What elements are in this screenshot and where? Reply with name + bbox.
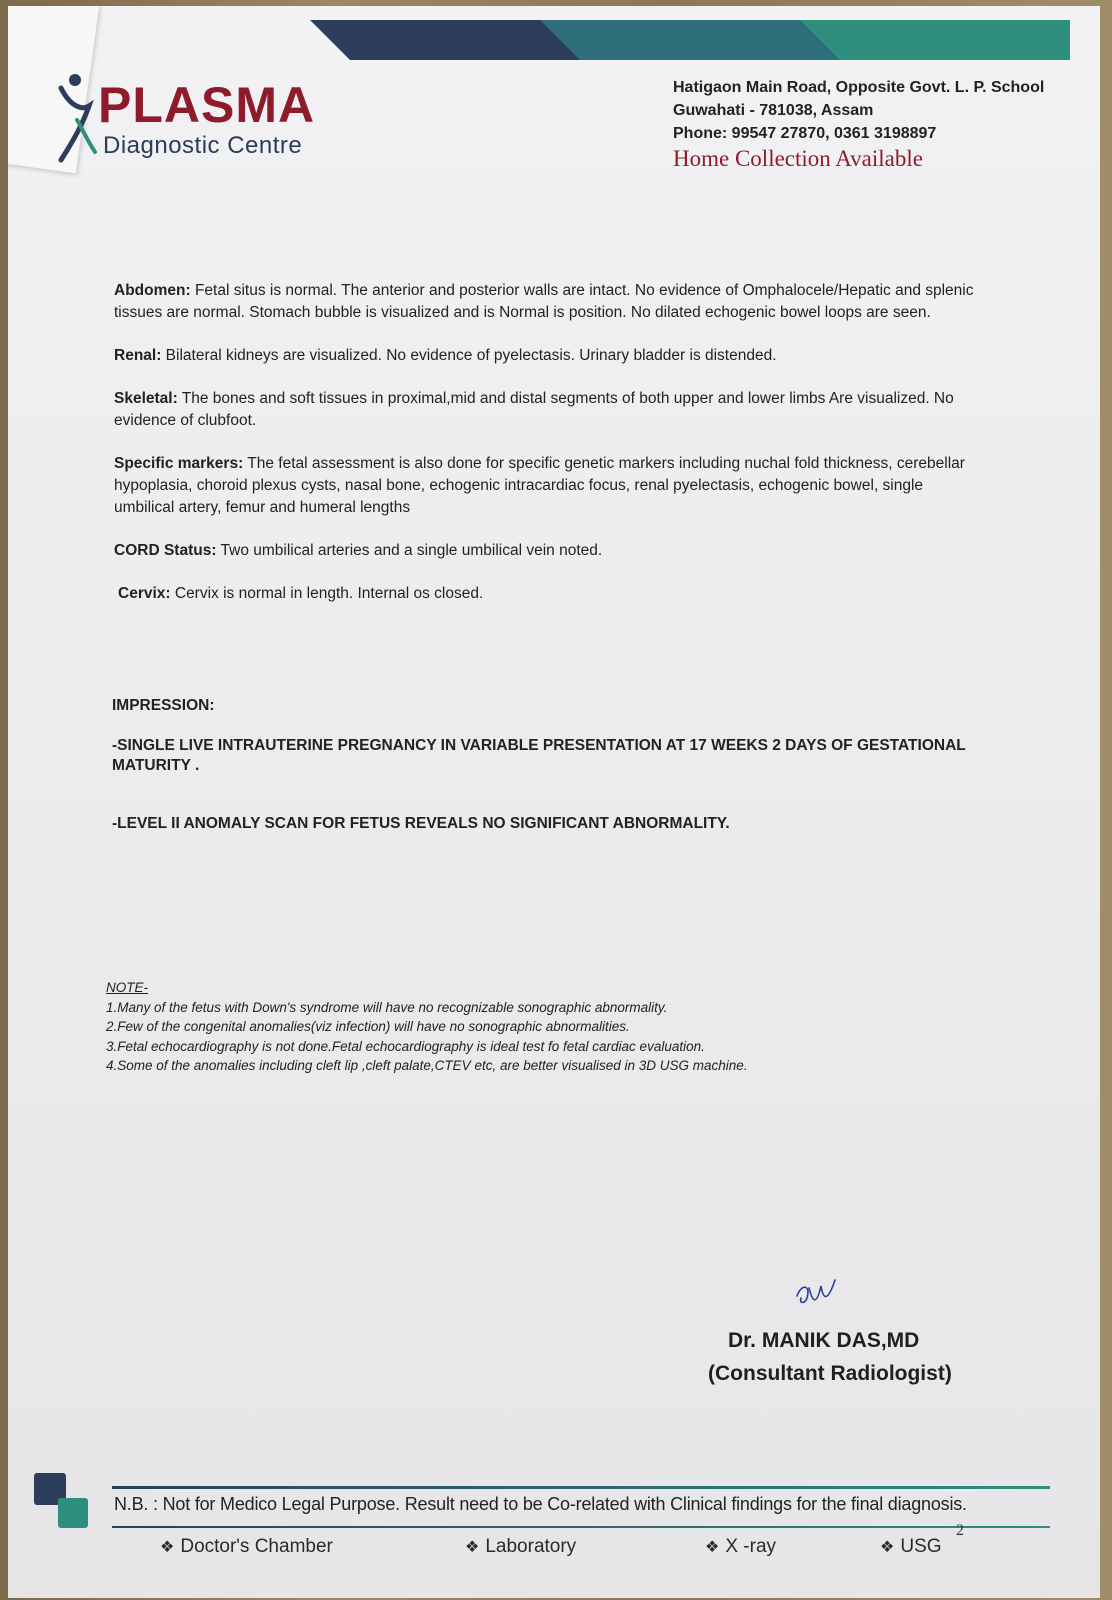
person-figure-icon bbox=[53, 68, 103, 168]
doctor-name: Dr. MANIK DAS,MD bbox=[728, 1329, 920, 1352]
report-page bbox=[8, 6, 1100, 1598]
finding-cervix bbox=[114, 583, 974, 605]
finding-label: Specific markers: bbox=[114, 455, 244, 472]
diamond-bullet-icon: ❖ bbox=[465, 1539, 480, 1556]
doctor-block bbox=[708, 1324, 952, 1390]
finding-cord-status bbox=[114, 540, 974, 562]
finding-label: Renal: bbox=[114, 347, 162, 364]
diamond-bullet-icon: ❖ bbox=[705, 1539, 720, 1556]
service-laboratory bbox=[465, 1536, 576, 1558]
footer-rule bbox=[112, 1486, 1050, 1489]
finding-specific-markers bbox=[114, 453, 974, 519]
findings-section bbox=[114, 280, 974, 626]
finding-label: Skeletal: bbox=[114, 390, 178, 407]
finding-text: The bones and soft tissues in proximal,mid and distal segments of both upper and lower limbs Are visualized. No evidence of clubfoot. bbox=[114, 390, 954, 429]
header-band bbox=[310, 20, 1070, 60]
service-label: USG bbox=[900, 1536, 942, 1557]
finding-text: Fetal situs is normal. The anterior and posterior walls are intact. No evidence of Omphalocele/Hepatic and splenic tissues are normal. Stomach bubble is visualized and is Normal is position. No dilated echogenic bowel loops are seen. bbox=[114, 282, 974, 321]
note-item: 1.Many of the fetus with Down's syndrome will have no recognizable sonographic abnormality. bbox=[106, 999, 668, 1015]
note-item: 4.Some of the anomalies including cleft lip ,cleft palate,CTEV etc, are better visualised in 3D USG machine. bbox=[106, 1058, 748, 1073]
footer-rule bbox=[112, 1526, 1050, 1528]
diamond-bullet-icon: ❖ bbox=[880, 1539, 895, 1556]
impression-line-1: -SINGLE LIVE INTRAUTERINE PREGNANCY IN VARIABLE PRESENTATION AT 17 WEEKS 2 DAYS OF GESTATIONAL MATURITY . bbox=[112, 737, 966, 774]
service-doctors-chamber bbox=[160, 1536, 333, 1558]
impression-line-2: -LEVEL II ANOMALY SCAN FOR FETUS REVEALS NO SIGNIFICANT ABNORMALITY. bbox=[112, 815, 730, 832]
note-section bbox=[106, 978, 926, 1076]
home-collection-text: Home Collection Available bbox=[673, 146, 923, 171]
finding-label: Abdomen: bbox=[114, 282, 191, 299]
note-item: 2.Few of the congenital anomalies(viz infection) will have no sonographic abnormalities. bbox=[106, 1019, 630, 1034]
finding-label: CORD Status: bbox=[114, 542, 217, 559]
impression-heading: IMPRESSION: bbox=[112, 697, 215, 714]
diamond-bullet-icon: ❖ bbox=[160, 1539, 175, 1556]
impression-section bbox=[112, 696, 992, 872]
address-line-2: Guwahati - 781038, Assam bbox=[673, 102, 874, 119]
finding-renal bbox=[114, 345, 974, 367]
service-usg bbox=[880, 1536, 942, 1558]
finding-text: Two umbilical arteries and a single umbilical vein noted. bbox=[216, 542, 603, 559]
service-label: Laboratory bbox=[485, 1536, 577, 1557]
clinic-name: PLASMA bbox=[98, 77, 316, 133]
clinic-subtitle: Diagnostic Centre bbox=[103, 132, 303, 159]
handwritten-signature bbox=[791, 1274, 839, 1310]
phone-numbers: Phone: 99547 27870, 0361 3198897 bbox=[673, 125, 937, 142]
doctor-designation: (Consultant Radiologist) bbox=[708, 1362, 952, 1385]
service-xray bbox=[705, 1536, 776, 1558]
clinic-address bbox=[673, 76, 1044, 170]
footer-disclaimer: N.B. : Not for Medico Legal Purpose. Result need to be Co-related with Clinical findings for the final diagnosis. bbox=[114, 1494, 967, 1514]
footer-decor-square bbox=[58, 1498, 88, 1528]
service-label: X -ray bbox=[725, 1536, 777, 1557]
clinic-logo bbox=[53, 68, 353, 168]
address-line-1: Hatigaon Main Road, Opposite Govt. L. P. School bbox=[673, 79, 1045, 96]
finding-text: Bilateral kidneys are visualized. No evidence of pyelectasis. Urinary bladder is distended. bbox=[161, 347, 777, 364]
finding-label: Cervix: bbox=[118, 585, 171, 602]
finding-text: The fetal assessment is also done for specific genetic markers including nuchal fold thickness, cerebellar hypoplasia, choroid plexus cysts, nasal bone, echogenic intracardiac focus, renal pyelectasis, echogenic bowel, single umbilical artery, femur and humeral lengths bbox=[114, 455, 965, 516]
service-label: Doctor's Chamber bbox=[180, 1536, 333, 1557]
finding-text: Cervix is normal in length. Internal os closed. bbox=[170, 585, 484, 602]
note-heading: NOTE- bbox=[106, 980, 148, 995]
finding-abdomen bbox=[114, 280, 974, 324]
finding-skeletal bbox=[114, 388, 974, 432]
note-item: 3.Fetal echocardiography is not done.Fetal echocardiography is ideal test fo fetal cardiac evaluation. bbox=[106, 1038, 705, 1054]
page-number: 2 bbox=[956, 1522, 964, 1539]
